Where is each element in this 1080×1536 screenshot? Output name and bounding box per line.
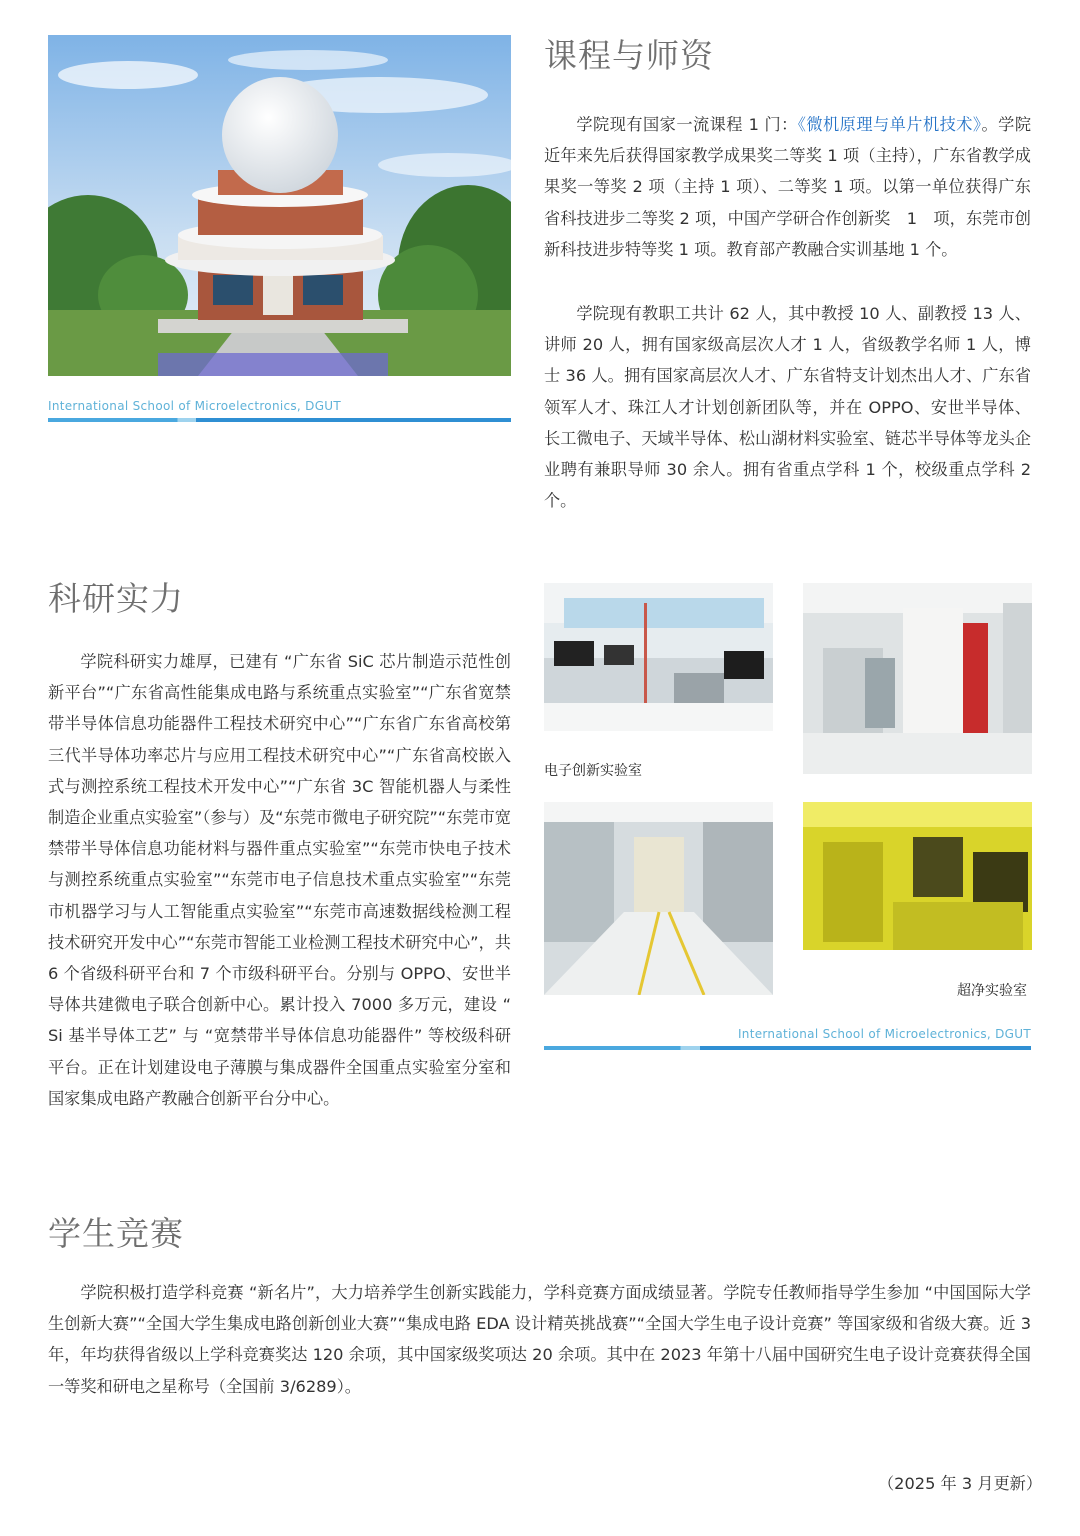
- lab-photo-electronics: [544, 583, 773, 731]
- lab-caption-electronics: 电子创新实验室: [544, 763, 642, 779]
- courses-para1-post: 。学院近年来先后获得国家教学成果奖二等奖 1 项（主持），广东省教学成果奖一等奖 2 项（主持 1 项）、二等奖 1 项。以第一单位获得广东省科技进步二等奖 2 项，中国产学研合作创新奖 1 项，东莞市创新科技进步特等奖 1 项。教育部产教融合实训基地 1 个。: [544, 115, 1032, 259]
- section-title-research: 科研实力: [48, 579, 184, 618]
- campus-building-photo: [48, 35, 511, 376]
- research-paragraph: 学院科研实力雄厚，已建有 “广东省 SiC 芯片制造示范性创新平台”“广东省高性能集成电路与系统重点实验室”“广东省宽禁带半导体信息功能器件工程技术研究中心”“广东省广东省高校第三代半导体功率芯片与应用工程技术研究中心”“广东省高校嵌入式与测控系统工程技术开发中心”“广东省 3C 智能机器人与柔性制造企业重点实验室”（参与）及“东莞市微电子研究院”“东莞市宽禁带半导体信息功能材料与器件重点实验室”“东莞市快电子技术与测控系统重点实验室”“东莞市电子信息技术重点实验室”“东莞市机器学习与人工智能重点实验室”“东莞市高速数据线检测工程技术研究开发中心”“东莞市智能工业检测工程技术研究中心”，共 6 个省级科研平台和 7 个市级科研平台。分别与 OPPO、安世半导体共建微电子联合创新中心。累计投入 7000 多万元，建设 “ Si 基半导体工艺” 与 “宽禁带半导体信息功能器件” 等校级科研平台。正在计划建设电子薄膜与集成器件全国重点实验室分室和国家集成电路产教融合创新平台分中心。: [48, 652, 511, 1108]
- lab-caption-cleanroom: 超净实验室: [957, 983, 1027, 999]
- competition-paragraph: 学院积极打造学科竞赛 “新名片”，大力培养学生创新实践能力，学科竞赛方面成绩显著。学院专任教师指导学生参加 “中国国际大学生创新大赛”“全国大学生集成电路创新创业大赛”“集成电路 EDA 设计精英挑战赛”“全国大学生电子设计竞赛” 等国家级和省级大赛。近 3 年，年均获得省级以上学科竞赛奖达 120 余项，其中国家级奖项达 20 余项。其中在 2023 年第十八届中国研究生电子设计竞赛获得全国一等奖和研电之星称号（全国前 3/6289）。: [48, 1283, 1031, 1396]
- courses-paragraph-1: [544, 109, 1031, 265]
- caption-underline-research: [544, 1046, 1031, 1050]
- section-title-courses: 课程与师资: [544, 36, 714, 75]
- photo-caption-en-research: International School of Microelectronics, DGUT: [737, 1027, 1031, 1041]
- lab-photo-cleanroom-2: [544, 802, 773, 995]
- caption-underline-top: [48, 418, 511, 422]
- update-note: （2025 年 3 月更新）: [878, 1474, 1043, 1493]
- courses-para1-pre: 学院现有国家一流课程 1 门：: [576, 115, 798, 134]
- courses-paragraph-2: 学院现有教职工共计 62 人，其中教授 10 人、副教授 13 人、讲师 20 人，拥有国家级高层次人才 1 人，省级教学名师 1 人，博士 36 人。拥有国家高层次人才、广东省特支计划杰出人才、广东省领军人才、珠江人才计划创新团队等，并在 OPPO、安世半导体、长工微电子、天域半导体、松山湖材料实验室、链芯半导体等龙头企业聘有兼职导师 30 余人。拥有省重点学科 1 个，校级重点学科 2 个。: [544, 304, 1031, 511]
- lab-photo-yellow-room: [803, 802, 1032, 950]
- course-link[interactable]: 《微机原理与单片机技术》: [797, 115, 982, 134]
- section-title-competition: 学生竞赛: [48, 1214, 184, 1253]
- lab-photo-cleanroom-1: [803, 583, 1032, 774]
- photo-caption-en-top: International School of Microelectronics, DGUT: [48, 399, 342, 413]
